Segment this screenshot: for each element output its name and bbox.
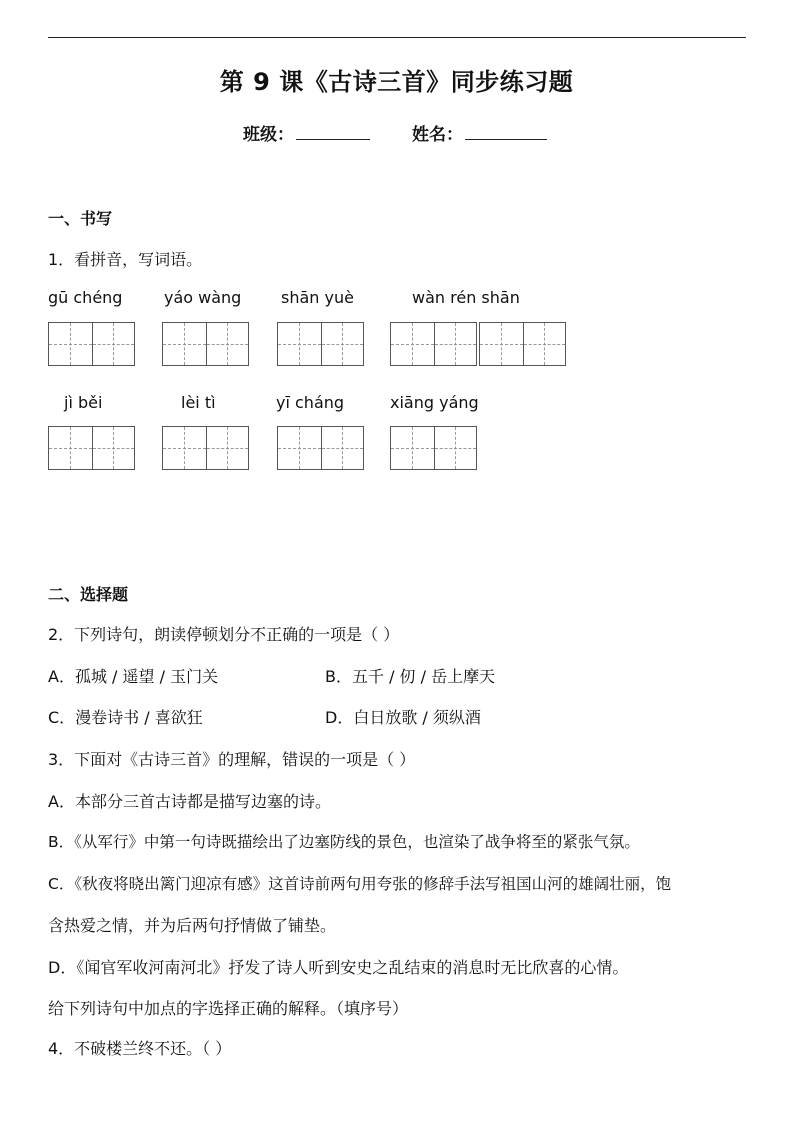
q2-option-d[interactable]: D．白日放歌 / 须纵酒: [325, 708, 481, 727]
q3-option-d[interactable]: D．《闻官军收河南河北》抒发了诗人听到安史之乱结束的消息时无比欣喜的心情。: [48, 958, 629, 977]
pinyin-yi-chang: yī cháng: [276, 393, 345, 412]
writing-grid[interactable]: [48, 426, 135, 470]
q3-option-b[interactable]: B．《从军行》中第一句诗既描绘出了边塞防线的景色，也渲染了战争将至的紧张气氛。: [48, 833, 640, 851]
writing-grid[interactable]: [48, 322, 135, 366]
question-3: 3．下面对《古诗三首》的理解，错误的一项是（ ）: [48, 750, 416, 769]
pinyin-wan-ren-shan: wàn rén shān: [412, 288, 520, 307]
writing-grid[interactable]: [390, 322, 477, 366]
q2-option-a[interactable]: A．孤城 / 遥望 / 玉门关: [48, 667, 219, 686]
class-field: [243, 120, 370, 145]
pinyin-ji-bei: jì běi: [64, 393, 103, 412]
writing-grid[interactable]: [162, 426, 249, 470]
section-1-heading: 一、书写: [48, 209, 113, 228]
name-blank[interactable]: [465, 123, 547, 140]
top-rule: [48, 37, 746, 38]
page-title: 第 9 课《古诗三首》同步练习题: [219, 68, 574, 96]
q2-option-b[interactable]: B．五千 / 仞 / 岳上摩天: [325, 667, 496, 686]
class-blank[interactable]: [296, 123, 370, 140]
writing-grid[interactable]: [479, 322, 566, 366]
q2-option-c[interactable]: C．漫卷诗书 / 喜欲狂: [48, 708, 203, 727]
pinyin-yao-wang: yáo wàng: [164, 288, 242, 307]
q3-option-a[interactable]: A．本部分三首古诗都是描写边塞的诗。: [48, 792, 331, 811]
pinyin-lei-ti: lèi tì: [181, 393, 216, 412]
name-field: [412, 120, 547, 145]
instruction: 给下列诗句中加点的字选择正确的解释。（填序号）: [48, 999, 409, 1018]
pinyin-xiang-yang: xiāng yáng: [390, 393, 479, 412]
q3-option-c-continued: 含热爱之情，并为后两句抒情做了铺垫。: [48, 916, 337, 935]
class-label: 班级：: [243, 125, 294, 145]
question-1: 1．看拼音，写词语。: [48, 250, 203, 269]
writing-grid[interactable]: [277, 426, 364, 470]
writing-grid[interactable]: [277, 322, 364, 366]
question-2: 2．下列诗句，朗读停顿划分不正确的一项是（ ）: [48, 625, 400, 644]
writing-grid[interactable]: [162, 322, 249, 366]
section-2-heading: 二、选择题: [48, 585, 129, 604]
pinyin-shan-yue: shān yuè: [281, 288, 354, 307]
question-4: 4．不破楼兰终不还。（ ）: [48, 1039, 232, 1058]
q3-option-c[interactable]: C．《秋夜将晓出篱门迎凉有感》这首诗前两句用夸张的修辞手法写祖国山河的雄阔壮丽，饱: [48, 875, 672, 893]
writing-grid[interactable]: [390, 426, 477, 470]
pinyin-gu-cheng: gū chéng: [48, 288, 123, 307]
name-label: 姓名：: [412, 125, 463, 145]
